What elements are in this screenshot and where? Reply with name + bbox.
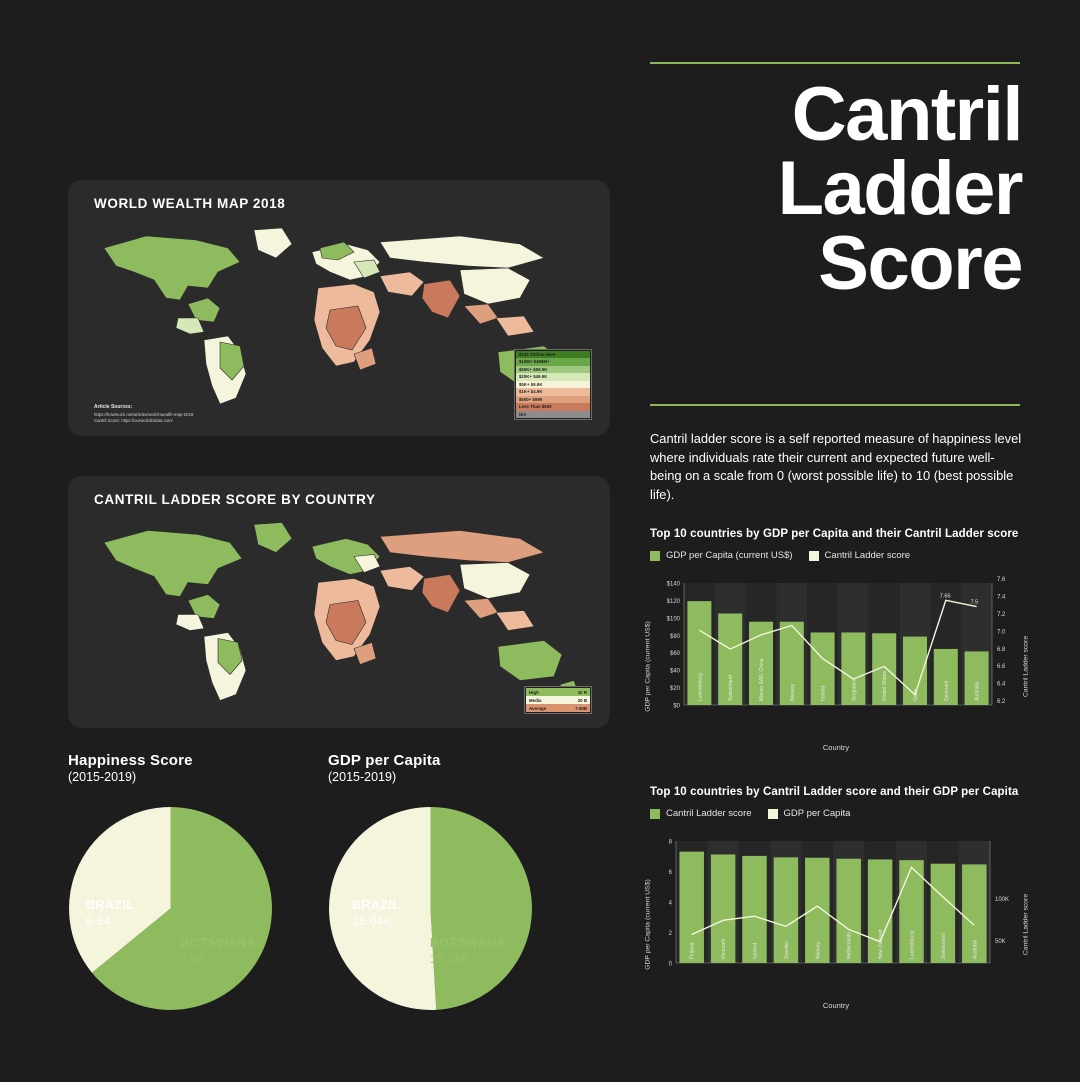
x-axis-tick: Switzerland — [728, 675, 735, 701]
cantril-map-title: CANTRIL LADDER SCORE BY COUNTRY — [94, 492, 376, 507]
chart-gdp-top10 — [644, 528, 1030, 752]
y2-axis-tick: 6.8 — [997, 646, 1006, 653]
chart2-title: Top 10 countries by Cantril Ladder score and their GDP per Capita — [650, 786, 1019, 798]
happiness-pie-figure — [68, 806, 273, 1011]
chart2-y2label: Cantril Ladder score — [1022, 893, 1030, 955]
chart1-y2label: Cantril Ladder score — [1022, 635, 1030, 697]
x-axis-tick: Qatar — [913, 688, 919, 701]
x-axis-tick: Australia — [974, 681, 981, 701]
gdp-pie-slice-1-label: BRAZIL 15.04K — [352, 898, 401, 928]
page-title-line-1: Cantril — [791, 72, 1022, 157]
divider-top — [650, 62, 1020, 64]
y-axis-tick: $40 — [669, 668, 680, 675]
legend-swatch-cream — [809, 551, 819, 561]
chart1-ylabel: GDP per Capita (current US$) — [644, 620, 652, 712]
map-sources-line2: Cantril Score: https://ourworldindata.com/ — [94, 417, 173, 423]
wealth-legend-row: $5K+ $9.9K — [516, 381, 590, 389]
divider-middle — [650, 404, 1020, 406]
cantril-map-card — [68, 476, 610, 728]
page-title — [650, 72, 1022, 306]
y-axis-tick: 6 — [668, 870, 672, 876]
wealth-legend-row: $1K+ $4.9K — [516, 388, 590, 396]
y2-axis-tick: 100K — [995, 897, 1010, 903]
page-title-line-2: Ladder — [777, 146, 1022, 232]
map-sources-header: Article Sources: — [94, 404, 133, 411]
chart1-legend-item-2: Cantril Ladder score — [809, 550, 911, 561]
y2-axis-tick: 7.0 — [997, 629, 1006, 636]
happiness-pie-block — [68, 752, 318, 1011]
y2-axis-tick: 6.6 — [997, 664, 1006, 671]
y-axis-tick: $20 — [669, 686, 680, 693]
y-axis-tick: $0 — [673, 703, 680, 710]
y2-axis-tick: 50K — [995, 939, 1006, 945]
chart1-title: Top 10 countries by GDP per Capita and their Cantril Ladder score — [650, 528, 1019, 540]
x-axis-tick: Norway — [815, 942, 822, 959]
chart1-legend-item-1: GDP per Capita (current US$) — [650, 550, 793, 561]
data-point-label: 7.5 — [970, 599, 979, 606]
chart2-legend-item-1: Cantril Ladder score — [650, 808, 752, 819]
y2-axis-tick: 7.6 — [997, 577, 1006, 584]
chart2-plot — [644, 833, 1030, 1010]
y-axis-tick: 4 — [668, 900, 672, 907]
chart1-legend — [650, 550, 1022, 561]
happiness-pie-slice-1-label: BRAZIL 6.54 — [86, 898, 135, 928]
gdp-pie-subtitle: (2015-2019) — [328, 770, 397, 784]
y2-axis-tick: 7.4 — [997, 594, 1006, 601]
y-axis-tick: $120 — [666, 598, 680, 605]
x-axis-tick: Netherlands — [846, 932, 853, 959]
y2-axis-tick: 6.2 — [997, 699, 1006, 705]
x-axis-tick: Australia — [972, 939, 979, 959]
legend-swatch-green — [650, 809, 660, 819]
map-sources-line1: https://howmuch.net/articles/world-wealth-map-2018 — [94, 411, 194, 417]
chart1-xlabel: Country — [822, 743, 850, 752]
chart2-legend-item-2: GDP per Capita — [768, 808, 851, 819]
x-axis-tick: Denmark — [721, 938, 728, 959]
wealth-legend-row: N/A — [516, 411, 590, 419]
data-point-label: 7.65 — [939, 593, 951, 600]
wealth-map-legend — [514, 349, 592, 421]
x-axis-tick: Singapore — [851, 678, 858, 701]
wealth-legend-row: $500+ $999 — [516, 396, 590, 404]
chart2-xlabel: Country — [822, 1001, 850, 1010]
y-axis-tick: 2 — [668, 931, 672, 937]
wealth-legend-row: $50K+ $99.9K — [516, 366, 590, 374]
legend-swatch-cream — [768, 809, 778, 819]
pie-slice — [431, 807, 532, 1010]
happiness-pie-subtitle: (2015-2019) — [68, 770, 137, 784]
x-axis-tick: Luxembourg — [909, 931, 916, 959]
y2-axis-tick: 7.2 — [997, 612, 1006, 618]
wealth-legend-row: $10M+ $499M+ — [516, 358, 590, 366]
chart2-ylabel: GDP per Capita (current US$) — [644, 878, 652, 970]
gdp-pie-block — [328, 752, 578, 1011]
page-title-line-3: Score — [818, 220, 1022, 306]
chart2-legend — [650, 808, 1022, 819]
y-axis-tick: 0 — [668, 961, 672, 968]
x-axis-tick: Iceland — [752, 942, 759, 959]
y-axis-tick: $60 — [669, 651, 680, 658]
x-axis-tick: Sweden — [783, 940, 790, 959]
wealth-legend-row: $20K+ $49.9K — [516, 373, 590, 381]
x-axis-tick: Switzerland — [940, 933, 947, 959]
gdp-pie-figure — [328, 806, 533, 1011]
wealth-legend-row: Less Than $500 — [516, 403, 590, 411]
wealth-legend-row: $120 Trillion Here — [516, 351, 590, 359]
happiness-pie-title: Happiness Score — [68, 752, 193, 769]
y-axis-tick: 8 — [668, 839, 672, 846]
happiness-pie-slice-2-label: BOTSWANA 3.66 — [180, 936, 257, 966]
y-axis-tick: $100 — [666, 616, 680, 623]
y-axis-tick: $80 — [669, 633, 680, 640]
gdp-pie-title: GDP per Capita — [328, 752, 441, 769]
chart1-plot — [644, 575, 1030, 752]
x-axis-tick: United States — [882, 670, 889, 701]
y2-axis-tick: 6.4 — [997, 681, 1006, 688]
world-wealth-map-card — [68, 180, 610, 436]
x-axis-tick: Ireland — [820, 685, 827, 701]
cantril-legend-row: Average 7.50B — [526, 704, 590, 712]
legend-swatch-green — [650, 551, 660, 561]
x-axis-tick: Macao SAR, China — [759, 658, 765, 701]
x-axis-tick: Finland — [689, 942, 696, 959]
cantril-map-legend — [524, 686, 592, 714]
cantril-legend-row: High 10 R — [526, 688, 590, 696]
chart-cantril-top10 — [644, 786, 1030, 1010]
intro-paragraph: Cantril ladder score is a self reported measure of happiness level where individuals rate their current and expected future well-being on a scale from 0 (worst possible life) to 10 (best possible life). — [650, 431, 1022, 503]
x-axis-tick: Luxembourg — [697, 673, 704, 701]
x-axis-tick: New Zealand — [878, 929, 885, 959]
y-axis-tick: $140 — [666, 581, 680, 588]
x-axis-tick: Denmark — [943, 680, 950, 701]
map-sources — [94, 404, 193, 424]
cantril-legend-row: Media 20 B — [526, 696, 590, 704]
world-wealth-map-title: WORLD WEALTH MAP 2018 — [94, 196, 286, 211]
gdp-pie-slice-2-label: BOTSWANA 15.56K — [430, 936, 507, 966]
x-axis-tick: Norway — [789, 684, 796, 701]
